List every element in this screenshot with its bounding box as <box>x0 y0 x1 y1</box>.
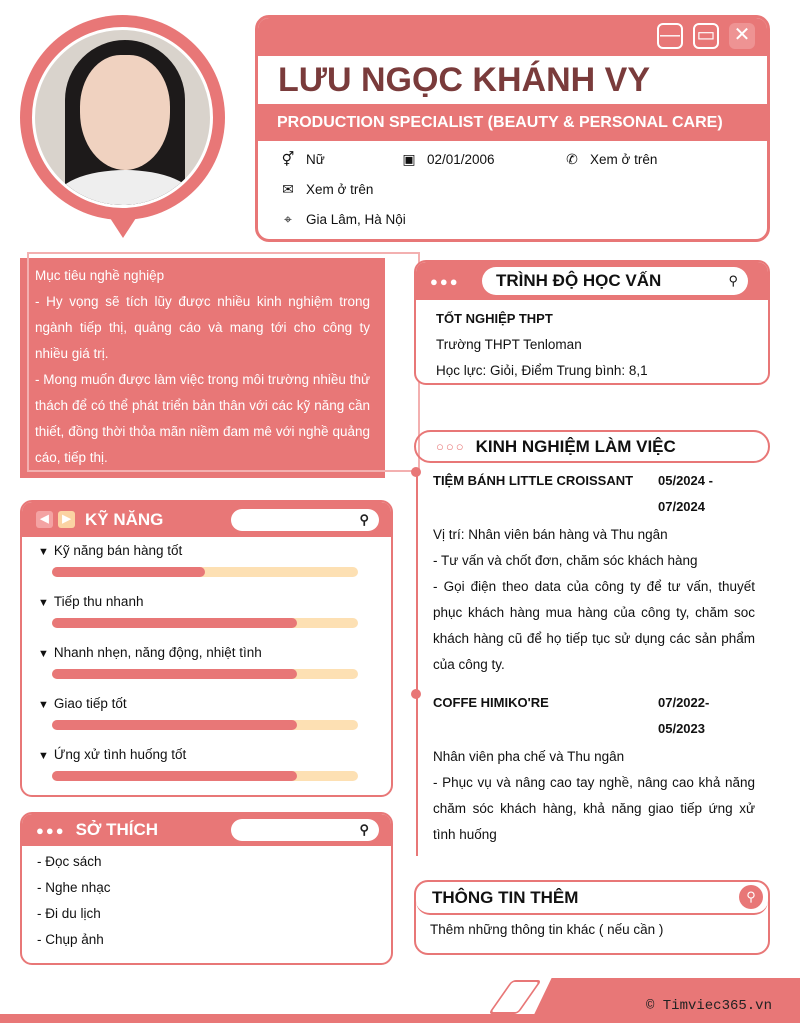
job-line: - Tư vấn và chốt đơn, chăm sóc khách hàng <box>433 553 698 568</box>
minimize-icon[interactable]: — <box>657 23 683 49</box>
skill-item <box>22 592 391 643</box>
extra-text: Thêm những thông tin khác ( nếu cần ) <box>430 922 664 937</box>
location-icon: ⌖ <box>284 211 292 227</box>
timeline <box>416 472 418 856</box>
skills-title: KỸ NĂNG <box>85 509 164 529</box>
skill-bar-fill <box>52 771 297 781</box>
skill-bar <box>52 669 358 679</box>
search-icon: ⚲ <box>359 822 369 837</box>
next-icon[interactable]: ▶ <box>58 511 75 528</box>
search-icon[interactable]: ⚲ <box>739 885 763 909</box>
skill-label: Tiếp thu nhanh <box>53 594 144 609</box>
experience-title: KINH NGHIỆM LÀM VIỆC <box>475 436 676 456</box>
skill-bar-fill <box>52 567 205 577</box>
close-icon[interactable]: ✕ <box>729 23 755 49</box>
skill-bar-fill <box>52 720 297 730</box>
skill-label: Ứng xử tình huống tốt <box>53 747 187 762</box>
candidate-name: LƯU NGỌC KHÁNH VY <box>278 61 650 99</box>
caret-down-icon: ▼ <box>38 750 49 762</box>
skill-item <box>22 745 391 796</box>
objective-title: Mục tiêu nghề nghiệp <box>35 268 165 283</box>
timeline-dot <box>411 689 421 699</box>
experience-header <box>414 430 770 463</box>
avatar-pointer <box>110 218 136 238</box>
hobbies-section <box>20 812 393 965</box>
footer-bar <box>0 1014 800 1023</box>
job-line: - Gọi điện theo data của công ty để tư vấn, thuyết phục khách hàng mua hàng của công ty, chăm soc khách hàng cũ để họ tiếp tục sử dụng các sản phẩm của công ty. <box>433 579 755 672</box>
skill-bar <box>52 618 358 628</box>
search-input[interactable] <box>231 509 379 531</box>
company: TIỆM BÁNH LITTLE CROISSANT <box>433 473 634 488</box>
job-line: Vị trí: Nhân viên bán hàng và Thu ngân <box>433 527 668 542</box>
extra-title: THÔNG TIN THÊM <box>432 888 579 907</box>
caret-down-icon: ▼ <box>38 648 49 660</box>
email-icon: ✉ <box>282 181 294 197</box>
skill-bar-fill <box>52 669 297 679</box>
objective-outline <box>27 252 420 472</box>
job-item <box>433 468 755 678</box>
caret-down-icon: ▼ <box>38 546 49 558</box>
education-title: TRÌNH ĐỘ HỌC VẤN <box>496 271 662 290</box>
dob: 02/01/2006 <box>427 152 495 167</box>
dots-icon: ●●● <box>430 273 460 289</box>
profile-header <box>255 15 770 242</box>
job-date: 07/2022- 05/2023 <box>658 695 710 736</box>
copyright: © Timviec365.vn <box>645 998 772 1014</box>
timeline-dot <box>411 467 421 477</box>
school: Trường THPT Tenloman <box>436 337 582 352</box>
degree: TỐT NGHIỆP THPT <box>436 311 553 326</box>
prev-icon[interactable]: ◀ <box>36 511 53 528</box>
hobby-item: - Đi du lịch <box>37 906 101 921</box>
objective-line: - Hy vọng sẽ tích lũy được nhiều kinh nghiệm trong ngành tiếp thị, quảng cáo và mang tới cho công ty nhiều giá trị. <box>35 294 370 361</box>
hobby-item: - Nghe nhạc <box>37 880 111 895</box>
caret-down-icon: ▼ <box>38 597 49 609</box>
phone-icon: ✆ <box>566 151 578 167</box>
job-title: PRODUCTION SPECIALIST (BEAUTY & PERSONAL CARE) <box>258 104 767 141</box>
search-icon[interactable]: ⚲ <box>728 273 738 288</box>
education-title-pill <box>482 267 748 295</box>
education-section <box>414 260 770 385</box>
maximize-icon[interactable]: ▭ <box>693 23 719 49</box>
job-line: Nhân viên pha chế và Thu ngân <box>433 749 625 764</box>
hobby-item: - Chụp ảnh <box>37 932 104 947</box>
gender-icon: ⚥ <box>281 151 295 167</box>
job-date: 05/2024 - 07/2024 <box>658 473 713 514</box>
email: Xem ở trên <box>306 182 374 197</box>
skill-bar <box>52 771 358 781</box>
skill-label: Nhanh nhẹn, năng động, nhiệt tình <box>53 645 262 660</box>
extra-info-section <box>414 880 770 955</box>
decorative-slash <box>488 980 542 1014</box>
skill-item <box>22 643 391 694</box>
skill-item <box>22 541 391 592</box>
dots-icon: ●●● <box>36 822 66 838</box>
avatar <box>20 15 225 220</box>
skill-bar <box>52 720 358 730</box>
phone: Xem ở trên <box>590 152 658 167</box>
skill-item <box>22 694 391 745</box>
dots-icon: ○○○ <box>436 439 466 454</box>
skills-section <box>20 500 393 797</box>
skill-bar-fill <box>52 618 297 628</box>
calendar-icon: ▣ <box>402 151 416 167</box>
address: Gia Lâm, Hà Nội <box>306 212 406 227</box>
gender: Nữ <box>306 152 325 167</box>
search-input[interactable] <box>231 819 379 841</box>
skill-label: Giao tiếp tốt <box>53 696 127 711</box>
hobbies-title: SỞ THÍCH <box>75 820 159 839</box>
search-icon: ⚲ <box>359 512 369 527</box>
job-item <box>433 690 755 848</box>
grade: Học lực: Giỏi, Điểm Trung bình: 8,1 <box>436 363 648 378</box>
objective-line: - Mong muốn được làm việc trong môi trường nhiều thử thách để có thể phát triển bản thân với các kỹ năng cần thiết, đồng thời thỏa mãn niềm đam mê với nghề quảng cáo, tiếp thị. <box>35 372 370 465</box>
caret-down-icon: ▼ <box>38 699 49 711</box>
skill-label: Kỹ năng bán hàng tốt <box>53 543 183 558</box>
hobby-item: - Đọc sách <box>37 854 102 869</box>
skill-bar <box>52 567 358 577</box>
company: COFFE HIMIKO'RE <box>433 695 549 710</box>
job-line: - Phục vụ và nâng cao tay nghề, nâng cao khả năng chăm sóc khách hàng, khả năng giao tiếp ứng xử tình huống <box>433 775 755 842</box>
